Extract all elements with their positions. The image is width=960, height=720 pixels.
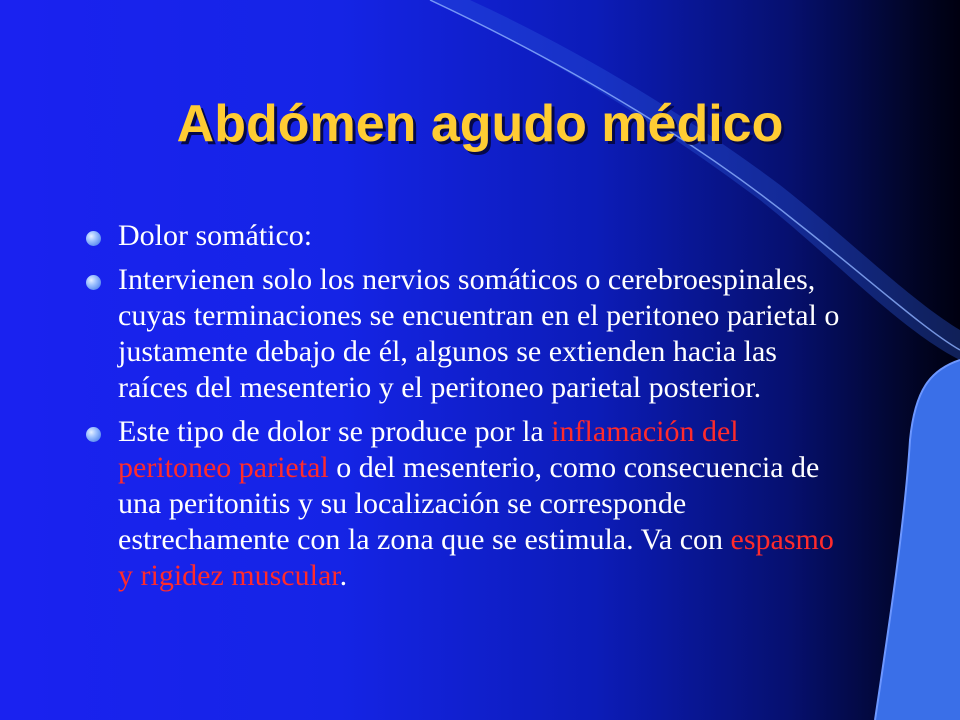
bullet-text-segment: Dolor somático:: [118, 219, 313, 252]
bullet-text: [118, 219, 312, 252]
bullet-item: [86, 218, 846, 254]
bullet-text: [118, 263, 839, 404]
highlighted-text: espasmo y rigidez muscular: [118, 523, 834, 592]
bullet-item: [86, 262, 846, 406]
bullet-text: [118, 415, 834, 592]
bullet-dot-icon: [86, 427, 101, 442]
highlighted-text: inflamación del peritoneo parietal: [118, 415, 739, 484]
bullet-text-segment: .: [339, 559, 348, 592]
bullet-text-segment: Este tipo de dolor se produce por la: [118, 415, 552, 448]
swoosh-panel: [875, 360, 960, 720]
bullet-dot-icon: [86, 231, 101, 246]
bullet-dot-icon: [86, 275, 101, 290]
bullet-text-segment: o del mesenterio, como consecuencia de una peritonitis y su localización se corresponde estrechamente con la zona que se estimula. Va con: [118, 451, 820, 556]
bullet-list: [86, 218, 846, 602]
bullet-text-segment: Intervienen solo los nervios somáticos o cerebroespinales, cuyas terminaciones se encuentran en el peritoneo parietal o justamente debajo de él, algunos se extienden hacia las raíces del mesenterio y el peritoneo parietal posterior.: [118, 263, 840, 404]
bullet-item: [86, 414, 846, 594]
slide-title: Abdómen agudo médico: [176, 95, 784, 153]
